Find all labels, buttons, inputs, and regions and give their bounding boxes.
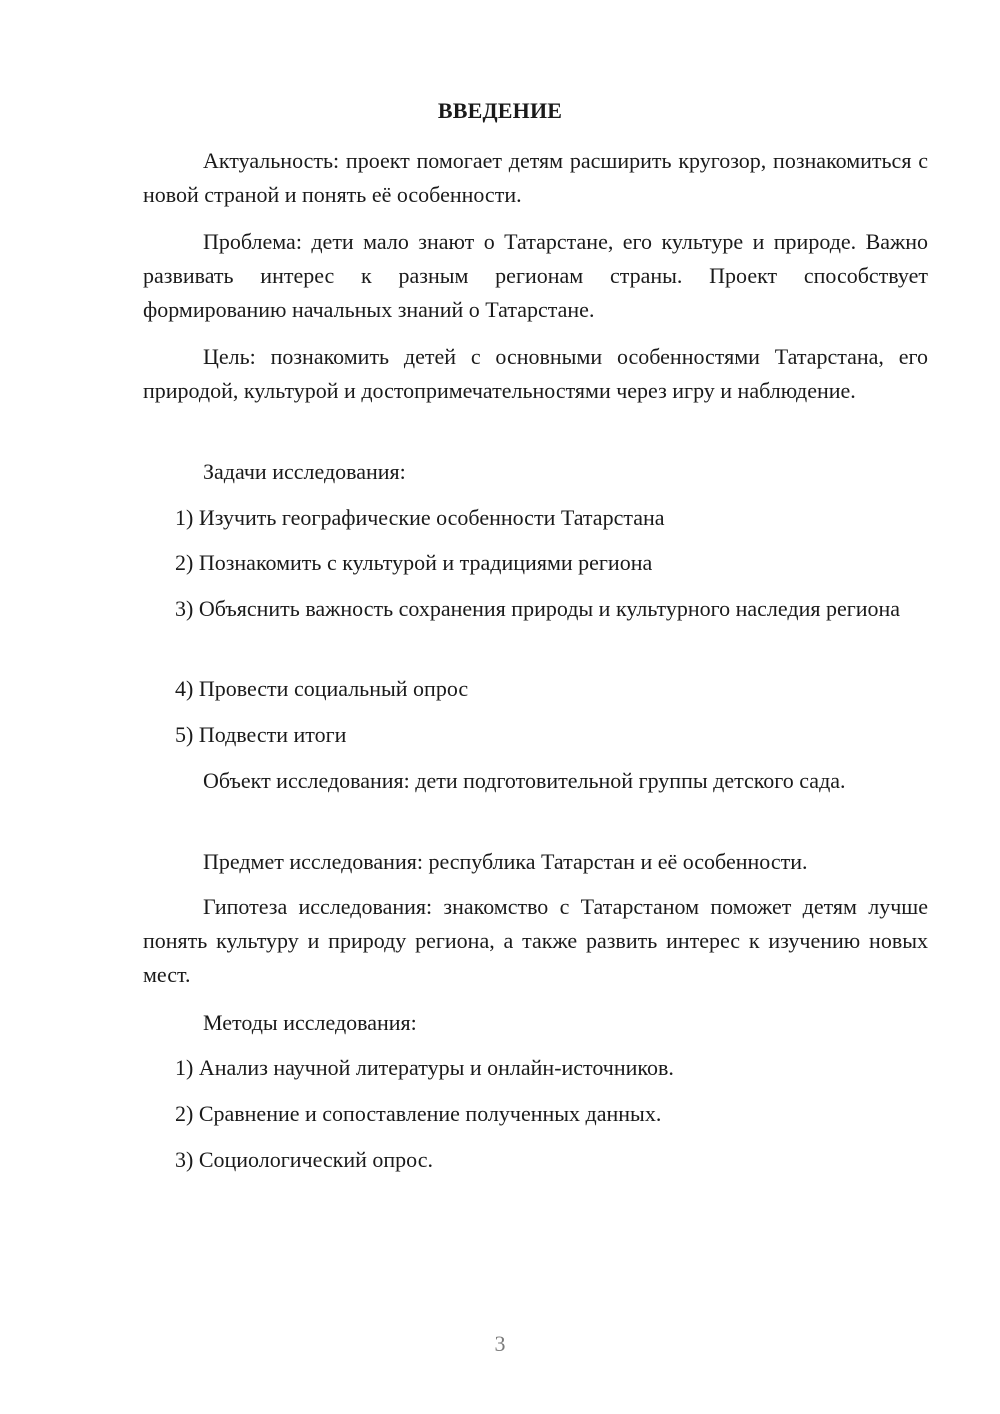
task-item-1: 1) Изучить географические особенности Татарстана xyxy=(175,505,665,530)
task-item-2: 2) Познакомить с культурой и традициями региона xyxy=(175,550,653,575)
subject-paragraph: Предмет исследования: республика Татарстан и её особенности. xyxy=(203,849,808,874)
method-item-2: 2) Сравнение и сопоставление полученных данных. xyxy=(175,1101,662,1126)
task-item-5: 5) Подвести итоги xyxy=(175,722,347,747)
task-item-4: 4) Провести социальный опрос xyxy=(175,676,469,701)
relevance-paragraph: Актуальность: проект помогает детям расширить кругозор, познакомиться с новой страной и понять её особенности. xyxy=(143,148,928,207)
section-heading: ВВЕДЕНИЕ xyxy=(437,98,563,123)
method-item-3: 3) Социологический опрос. xyxy=(175,1147,433,1172)
task-item-3: 3) Объяснить важность сохранения природы и культурного наследия региона xyxy=(175,596,901,621)
goal-paragraph: Цель: познакомить детей с основными особенностями Татарстана, его природой, культурой и достопримечательностями через игру и наблюдение. xyxy=(143,344,928,403)
problem-paragraph: Проблема: дети мало знают о Татарстане, его культуре и природе. Важно развивать интерес к разным регионам страны. Проект способствует формированию начальных знаний о Татарстане. xyxy=(143,229,928,322)
page-number: 3 xyxy=(494,1331,506,1356)
hypothesis-paragraph: Гипотеза исследования: знакомство с Татарстаном поможет детям лучше понять культуру и природу региона, а также развить интерес к изучению новых мест. xyxy=(143,894,928,987)
method-item-1: 1) Анализ научной литературы и онлайн-источников. xyxy=(175,1055,674,1080)
tasks-heading: Задачи исследования: xyxy=(203,459,406,484)
methods-heading: Методы исследования: xyxy=(203,1010,417,1035)
object-paragraph: Объект исследования: дети подготовительной группы детского сада. xyxy=(203,768,846,793)
